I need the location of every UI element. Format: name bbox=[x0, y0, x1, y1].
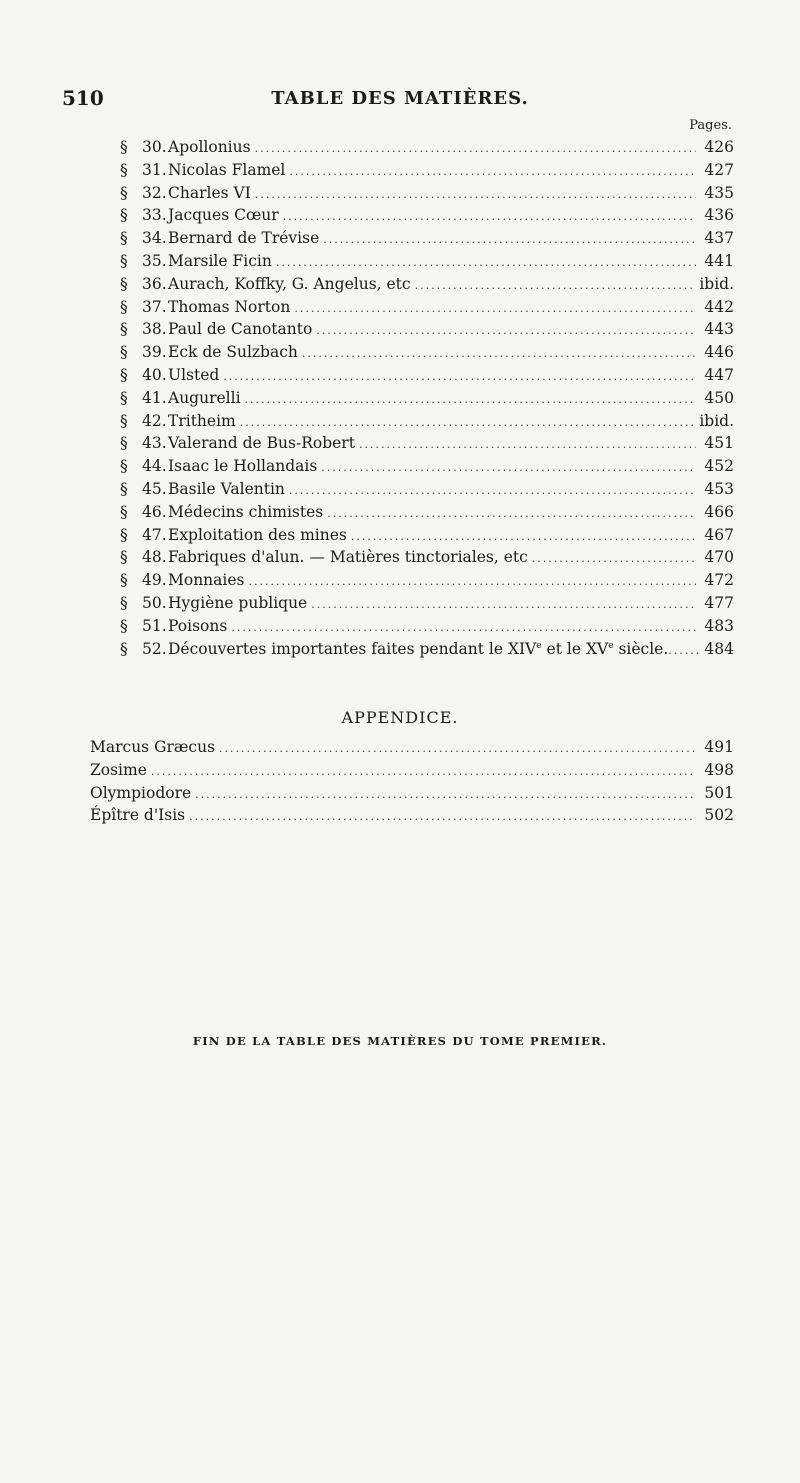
dot-leader bbox=[283, 210, 696, 223]
entry-page: 447 bbox=[704, 365, 734, 384]
entry-number: 49. bbox=[142, 571, 167, 590]
entry-title: Exploitation des mines bbox=[168, 525, 347, 544]
appendix-entry[interactable] bbox=[90, 784, 734, 807]
entry-number: 46. bbox=[142, 502, 167, 521]
dot-leader bbox=[255, 188, 696, 201]
dot-leader bbox=[351, 530, 696, 543]
section-mark: § bbox=[120, 229, 128, 248]
entry-title-part: et le bbox=[541, 639, 586, 658]
entry-title: Thomas Norton bbox=[168, 297, 291, 316]
dot-leader bbox=[223, 370, 696, 383]
dot-leader bbox=[189, 810, 696, 823]
entry-page: 442 bbox=[704, 297, 734, 316]
entry-page: 446 bbox=[704, 343, 734, 362]
entry-page: 467 bbox=[704, 525, 734, 544]
dot-leader bbox=[327, 507, 696, 520]
entry-number: 38. bbox=[142, 320, 167, 339]
entry-title: Marsile Ficin bbox=[168, 251, 272, 270]
entry-page: 437 bbox=[704, 229, 734, 248]
entry-title: Marcus Græcus bbox=[90, 738, 216, 756]
dot-leader bbox=[249, 575, 697, 588]
entry-page: 427 bbox=[704, 160, 734, 179]
entry-page: 498 bbox=[704, 760, 734, 779]
section-mark: § bbox=[120, 434, 128, 453]
entry-page: ibid. bbox=[699, 411, 734, 430]
entry-title: Zosime bbox=[90, 760, 147, 779]
toc-entry[interactable] bbox=[120, 457, 734, 480]
entry-title: Apollonius bbox=[168, 138, 251, 156]
entry-page: ibid. bbox=[699, 274, 734, 293]
toc-entry[interactable] bbox=[120, 298, 734, 321]
section-mark: § bbox=[120, 571, 128, 590]
section-mark: § bbox=[120, 479, 128, 498]
dot-leader bbox=[289, 165, 696, 178]
section-mark: § bbox=[120, 297, 128, 316]
entry-title: Nicolas Flamel bbox=[168, 160, 286, 179]
toc-entry[interactable] bbox=[120, 389, 734, 412]
entry-title: Monnaies bbox=[168, 571, 245, 590]
dot-leader bbox=[245, 393, 696, 406]
section-mark: § bbox=[120, 274, 128, 293]
entry-title bbox=[168, 640, 668, 658]
running-title: TABLE DES MATIÈRES. bbox=[271, 88, 529, 109]
entry-title: Augurelli bbox=[168, 388, 241, 407]
entry-number: 44. bbox=[142, 457, 167, 476]
entry-number: 32. bbox=[142, 183, 167, 202]
toc-entry[interactable] bbox=[120, 571, 734, 594]
toc-entry[interactable] bbox=[120, 275, 734, 298]
toc-entry[interactable] bbox=[120, 617, 734, 640]
entry-title: Charles VI bbox=[168, 183, 251, 202]
appendix-entry[interactable] bbox=[90, 738, 734, 761]
section-mark: § bbox=[120, 525, 128, 544]
entry-page: 441 bbox=[704, 251, 734, 270]
entry-title: Eck de Sulzbach bbox=[168, 343, 298, 362]
entry-number: 45. bbox=[142, 479, 167, 498]
dot-leader bbox=[240, 416, 696, 429]
section-mark: § bbox=[120, 639, 128, 658]
toc-entry[interactable] bbox=[120, 366, 734, 389]
section-mark: § bbox=[120, 616, 128, 635]
dot-leader bbox=[276, 256, 696, 269]
entry-title: Jacques Cœur bbox=[168, 206, 279, 225]
entry-page: 436 bbox=[704, 206, 734, 225]
entry-title: Basile Valentin bbox=[168, 479, 285, 498]
section-mark: § bbox=[120, 138, 128, 156]
entry-page: 426 bbox=[704, 138, 734, 156]
entry-title: Valerand de Bus-Robert bbox=[168, 434, 355, 453]
entry-number: 33. bbox=[142, 206, 167, 225]
entry-page: 435 bbox=[704, 183, 734, 202]
entry-title: Isaac le Hollandais bbox=[168, 457, 318, 476]
section-mark: § bbox=[120, 183, 128, 202]
toc-entry[interactable] bbox=[120, 252, 734, 275]
entry-page: 443 bbox=[704, 320, 734, 339]
dot-leader bbox=[231, 621, 696, 634]
entry-number: 35. bbox=[142, 251, 167, 270]
entry-number: 48. bbox=[142, 548, 167, 567]
entry-number: 37. bbox=[142, 297, 167, 316]
section-mark: § bbox=[120, 320, 128, 339]
entry-number: 41. bbox=[142, 388, 167, 407]
century-superscript: e bbox=[536, 640, 542, 651]
entry-number: 51. bbox=[142, 616, 167, 635]
entry-number: 50. bbox=[142, 593, 167, 612]
section-mark: § bbox=[120, 593, 128, 612]
dot-leader bbox=[311, 598, 696, 611]
dot-leader bbox=[289, 484, 696, 497]
dot-leader bbox=[668, 644, 700, 657]
toc-entry[interactable] bbox=[120, 503, 734, 526]
entry-page: 483 bbox=[704, 616, 734, 635]
dot-leader bbox=[195, 788, 696, 801]
century-numeral: XV bbox=[585, 639, 609, 658]
entry-page: 484 bbox=[704, 639, 734, 658]
century-numeral: XIV bbox=[507, 639, 537, 658]
appendix-entry[interactable] bbox=[90, 806, 734, 829]
toc-entry[interactable] bbox=[120, 434, 734, 457]
entry-title-part: Découvertes importantes faites pendant le bbox=[168, 639, 508, 658]
entry-page: 502 bbox=[704, 806, 734, 825]
page-number: 510 bbox=[62, 86, 104, 110]
entry-title: Tritheim bbox=[168, 411, 236, 430]
toc-entry[interactable] bbox=[120, 480, 734, 503]
section-mark: § bbox=[120, 411, 128, 430]
toc-entry[interactable] bbox=[120, 526, 734, 549]
appendix-entry[interactable] bbox=[90, 761, 734, 784]
appendix-heading: APPENDICE. bbox=[341, 708, 459, 727]
entry-title: Fabriques d'alun. — Matières tinctoriales, etc bbox=[168, 548, 528, 567]
toc-entry[interactable] bbox=[120, 229, 734, 252]
section-mark: § bbox=[120, 206, 128, 225]
entry-title: Médecins chimistes bbox=[168, 502, 324, 521]
section-mark: § bbox=[120, 388, 128, 407]
entry-number: 47. bbox=[142, 525, 167, 544]
entry-page: 491 bbox=[704, 738, 734, 756]
entry-number: 40. bbox=[142, 365, 167, 384]
entry-page: 452 bbox=[704, 457, 734, 476]
entry-number: 43. bbox=[142, 434, 167, 453]
entry-page: 472 bbox=[704, 571, 734, 590]
entry-title: Bernard de Trévise bbox=[168, 229, 320, 248]
toc-entry[interactable] bbox=[120, 206, 734, 229]
section-mark: § bbox=[120, 251, 128, 270]
toc-entry[interactable] bbox=[120, 594, 734, 617]
section-mark: § bbox=[120, 457, 128, 476]
toc-entry[interactable] bbox=[120, 161, 734, 184]
section-mark: § bbox=[120, 548, 128, 567]
toc-entry[interactable] bbox=[120, 548, 734, 571]
closing-note: FIN DE LA TABLE DES MATIÈRES DU TOME PREMIER. bbox=[192, 1034, 608, 1048]
dot-leader bbox=[321, 461, 696, 474]
entry-page: 501 bbox=[704, 783, 734, 802]
entry-title: Paul de Canotanto bbox=[168, 320, 313, 339]
entry-title: Poisons bbox=[168, 616, 228, 635]
entry-number: 52. bbox=[142, 639, 167, 658]
entry-page: 477 bbox=[704, 593, 734, 612]
section-mark: § bbox=[120, 343, 128, 362]
entry-number: 30. bbox=[142, 138, 167, 156]
dot-leader bbox=[359, 438, 696, 451]
dot-leader bbox=[255, 142, 696, 155]
toc-entry[interactable] bbox=[120, 640, 734, 663]
entry-number: 31. bbox=[142, 160, 167, 179]
entry-title: Olympiodore bbox=[90, 783, 192, 802]
section-mark: § bbox=[120, 502, 128, 521]
dot-leader bbox=[151, 765, 696, 778]
entry-number: 34. bbox=[142, 229, 167, 248]
appendix-list bbox=[90, 738, 734, 829]
toc-entry[interactable] bbox=[120, 343, 734, 366]
entry-number: 42. bbox=[142, 411, 167, 430]
entry-number: 39. bbox=[142, 343, 167, 362]
pages-column-label: Pages. bbox=[689, 118, 732, 133]
entry-page: 470 bbox=[704, 548, 734, 567]
dot-leader bbox=[415, 279, 696, 292]
toc-entry[interactable] bbox=[120, 320, 734, 343]
entry-title: Aurach, Koffky, G. Angelus, etc bbox=[168, 274, 411, 293]
entry-page: 450 bbox=[704, 388, 734, 407]
entry-number: 36. bbox=[142, 274, 167, 293]
entry-title: Ulsted bbox=[168, 365, 220, 384]
toc-entry[interactable] bbox=[120, 184, 734, 207]
entry-title-part: siècle. bbox=[613, 639, 669, 658]
dot-leader bbox=[316, 324, 696, 337]
section-mark: § bbox=[120, 365, 128, 384]
dot-leader bbox=[294, 302, 696, 315]
dot-leader bbox=[219, 742, 696, 755]
century-superscript: e bbox=[608, 640, 614, 651]
dot-leader bbox=[323, 233, 696, 246]
toc-entry[interactable] bbox=[120, 412, 734, 435]
toc-entry[interactable] bbox=[120, 138, 734, 161]
entry-page: 466 bbox=[704, 502, 734, 521]
entry-page: 451 bbox=[704, 434, 734, 453]
section-mark: § bbox=[120, 160, 128, 179]
dot-leader bbox=[532, 552, 696, 565]
entry-title: Hygiène publique bbox=[168, 593, 308, 612]
entry-title: Épître d'Isis bbox=[90, 806, 186, 825]
dot-leader bbox=[302, 347, 696, 360]
table-of-contents bbox=[120, 138, 734, 662]
entry-page: 453 bbox=[704, 479, 734, 498]
